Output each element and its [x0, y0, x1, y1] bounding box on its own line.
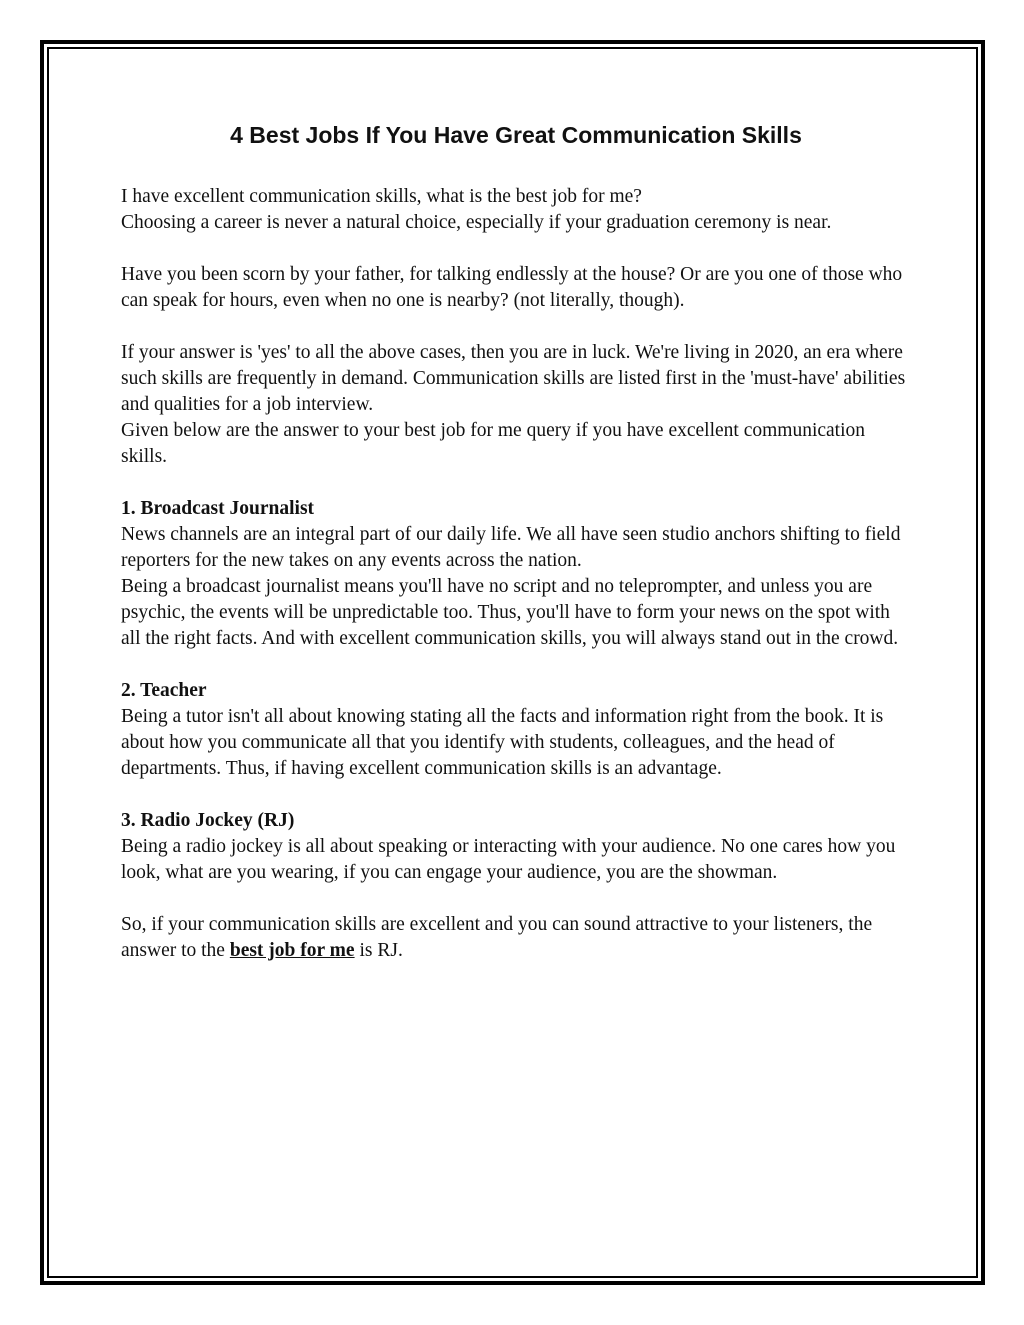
- intro-question: I have excellent communication skills, what is the best job for me?: [121, 186, 642, 207]
- closing-text-before: So, if your communication skills are excellent and you can sound attractive to your listeners, the answer to the: [121, 914, 873, 961]
- document-body: [121, 118, 911, 990]
- section-heading: 1. Broadcast Journalist: [121, 498, 315, 519]
- luck-paragraph: [121, 340, 911, 470]
- closing-text-after: is RJ.: [354, 940, 403, 961]
- given-below-text: Given below are the answer to your best job for me query if you have excellent communication skills.: [121, 420, 866, 467]
- section-text: Being a tutor isn't all about knowing stating all the facts and information right from the book. It is about how you communicate all that you identify with students, colleagues, and the head of departments. Thus, if having excellent communication skills is an advantage.: [121, 706, 884, 779]
- scorn-paragraph: Have you been scorn by your father, for talking endlessly at the house? Or are you one of those who can speak for hours, even when no one is nearby? (not literally, though).: [121, 264, 903, 311]
- closing-paragraph: [121, 912, 911, 964]
- section-text: Being a broadcast journalist means you'll have no script and no teleprompter, and unless you are psychic, the events will be unpredictable too. Thus, you'll have to form your news on the spot with all the right facts. And with excellent communication skills, you will always stand out in the crowd.: [121, 576, 899, 649]
- section-heading: 3. Radio Jockey (RJ): [121, 810, 295, 831]
- intro-paragraph: [121, 184, 911, 236]
- section-text: News channels are an integral part of our daily life. We all have seen studio anchors shifting to field reporters for the new takes on any events across the nation.: [121, 524, 901, 571]
- best-job-link[interactable]: best job for me: [229, 940, 355, 961]
- page-title: 4 Best Jobs If You Have Great Communication Skills: [230, 122, 802, 148]
- section-broadcast-journalist: [121, 496, 911, 652]
- section-heading: 2. Teacher: [121, 680, 207, 701]
- section-text: Being a radio jockey is all about speaking or interacting with your audience. No one cares how you look, what are you wearing, if you can engage your audience, you are the showman.: [121, 836, 896, 883]
- section-radio-jockey: [121, 808, 911, 886]
- luck-text: If your answer is 'yes' to all the above cases, then you are in luck. We're living in 2020, an era where such skills are frequently in demand. Communication skills are listed first in the 'must-have' abilities and qualities for a job interview.: [121, 342, 906, 415]
- intro-text: Choosing a career is never a natural choice, especially if your graduation ceremony is near.: [121, 212, 832, 233]
- section-teacher: [121, 678, 911, 782]
